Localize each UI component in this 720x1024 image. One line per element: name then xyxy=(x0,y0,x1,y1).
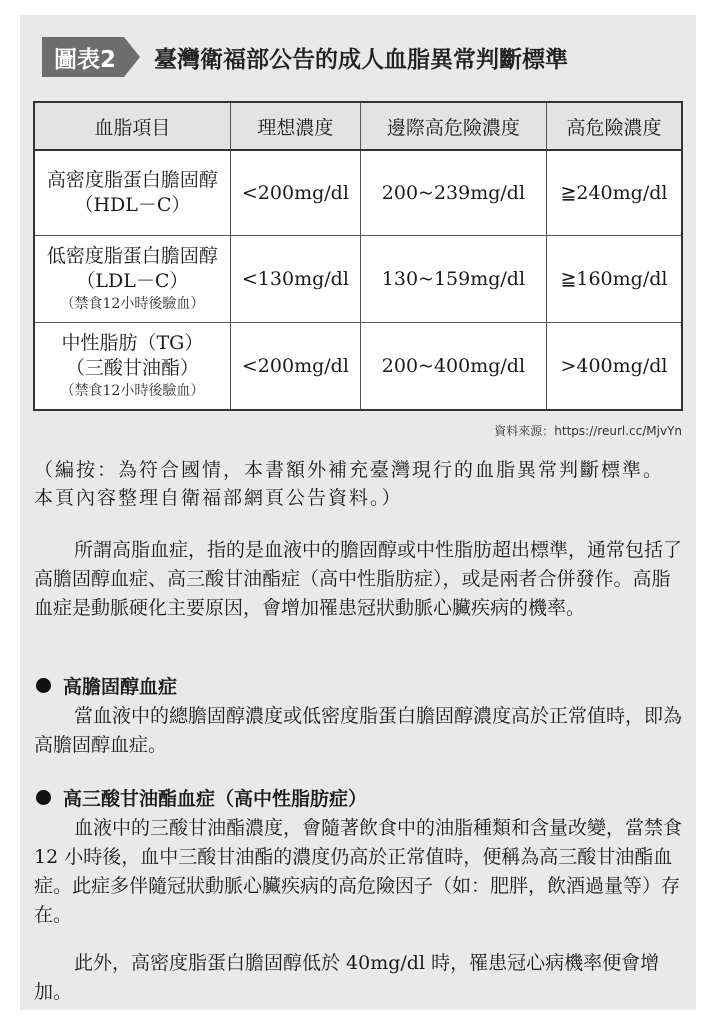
lipid-abbr: （LDL－C） xyxy=(76,270,189,292)
table-header-row xyxy=(34,102,682,150)
ideal-value: <200mg/dl xyxy=(230,323,360,411)
ideal-value: <130mg/dl xyxy=(230,236,360,323)
section-heading-high-triglyceride xyxy=(34,784,367,811)
section-heading-high-cholesterol xyxy=(34,672,177,699)
borderline-value: 200~239mg/dl xyxy=(360,150,546,236)
lipid-abbr: （三酸甘油酯） xyxy=(65,357,199,379)
intro-paragraph: 所謂高脂血症，指的是血液中的膽固醇或中性脂肪超出標準，通常包括了高膽固醇血症、高三酸甘油酯症（高中性脂肪症），或是兩者合併發作。高脂血症是動脈硬化主要原因，會增加罹患冠狀動脈心臟疾病的機率。 xyxy=(34,539,683,619)
column-header-borderline: 邊際高危險濃度 xyxy=(360,102,546,150)
editor-note: （編按：為符合國情，本書額外補充臺灣現行的血脂異常判斷標準。本頁內容整理自衛福部網頁公告資料。） xyxy=(34,459,665,509)
table-row xyxy=(34,236,682,323)
lipid-name: 中性脂肪（TG） xyxy=(61,332,204,354)
bullet-icon xyxy=(36,678,51,693)
section-heading-text: 高膽固醇血症 xyxy=(63,676,178,698)
figure-tag-arrow xyxy=(124,37,140,77)
high-value: ≧240mg/dl xyxy=(546,150,682,236)
lipid-name: 高密度脂蛋白膽固醇 xyxy=(46,169,218,191)
high-value: ≧160mg/dl xyxy=(546,236,682,323)
content-panel xyxy=(20,15,696,1010)
row-label-hdl xyxy=(34,150,230,236)
data-source-text: 資料來源：https://reurl.cc/MjvYn xyxy=(494,424,682,438)
closing-paragraph: 此外，高密度脂蛋白膽固醇低於 40mg/dl 時，罹患冠心病機率便會增加。 xyxy=(34,952,660,1003)
borderline-value: 130~159mg/dl xyxy=(360,236,546,323)
row-label-ldl xyxy=(34,236,230,323)
column-header-high: 高危險濃度 xyxy=(546,102,682,150)
section-heading-text: 高三酸甘油酯血症（高中性脂肪症） xyxy=(63,788,368,810)
fasting-note: （禁食12小時後驗血） xyxy=(60,383,205,399)
lipid-name: 低密度脂蛋白膽固醇 xyxy=(46,245,218,267)
lipid-abbr: （HDL－C） xyxy=(74,194,191,216)
ideal-value: <200mg/dl xyxy=(230,150,360,236)
row-label-tg xyxy=(34,323,230,411)
borderline-value: 200~400mg/dl xyxy=(360,323,546,411)
section-body-high-cholesterol: 當血液中的總膽固醇濃度或低密度脂蛋白膽固醇濃度高於正常值時，即為高膽固醇血症。 xyxy=(34,705,683,756)
lipid-standard-table xyxy=(33,101,683,411)
table-row xyxy=(34,323,682,411)
section-body-high-triglyceride: 血液中的三酸甘油酯濃度，會隨著飲食中的油脂種類和含量改變，當禁食 12 小時後，血中三酸甘油酯的濃度仍高於正常值時，便稱為高三酸甘油酯血症。此症多伴隨冠狀動脈心臟疾病的高危險因子（如：肥胖，飲酒過量等）存在。 xyxy=(34,817,683,926)
high-value: >400mg/dl xyxy=(546,323,682,411)
column-header-ideal: 理想濃度 xyxy=(230,102,360,150)
column-header-item: 血脂項目 xyxy=(34,102,230,150)
fasting-note: （禁食12小時後驗血） xyxy=(60,296,205,312)
figure-header xyxy=(42,35,568,79)
bullet-icon xyxy=(36,790,51,805)
figure-tag: 圖表2 xyxy=(42,37,124,77)
figure-title: 臺灣衛福部公告的成人血脂異常判斷標準 xyxy=(154,46,569,73)
table-row xyxy=(34,150,682,236)
